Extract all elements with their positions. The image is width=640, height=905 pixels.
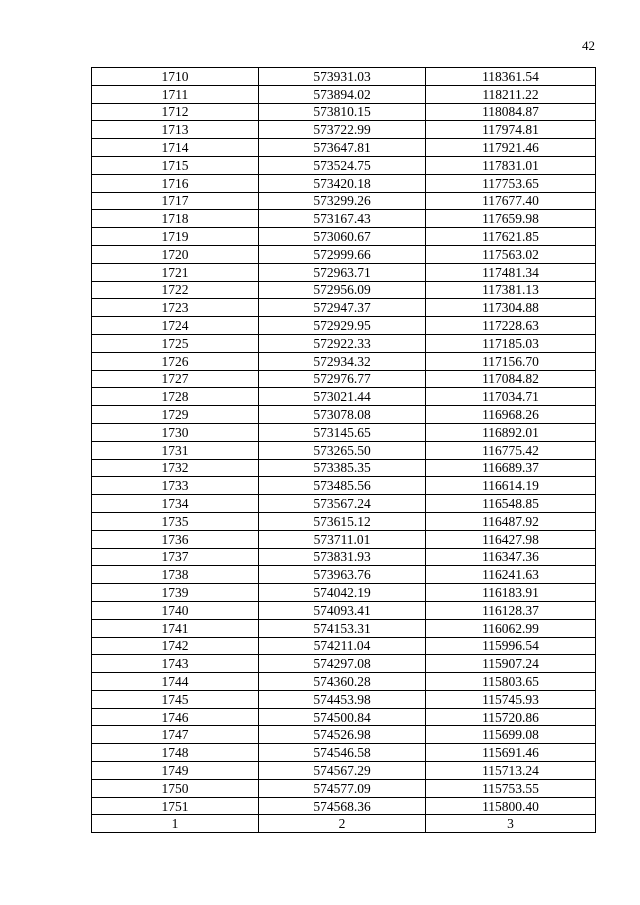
x-coordinate-cell: 574546.58: [259, 744, 426, 762]
point-number-cell: 1714: [92, 139, 259, 157]
y-coordinate-cell: 117831.01: [426, 156, 596, 174]
y-coordinate-cell: 117677.40: [426, 192, 596, 210]
x-coordinate-cell: 573299.26: [259, 192, 426, 210]
y-coordinate-cell: 117381.13: [426, 281, 596, 299]
point-number-cell: 1730: [92, 423, 259, 441]
y-coordinate-cell: 117563.02: [426, 245, 596, 263]
y-coordinate-cell: 116968.26: [426, 406, 596, 424]
x-coordinate-cell: 573021.44: [259, 388, 426, 406]
x-coordinate-cell: 572976.77: [259, 370, 426, 388]
y-coordinate-cell: 117304.88: [426, 299, 596, 317]
point-number-cell: 1738: [92, 566, 259, 584]
table-row: [92, 548, 596, 566]
x-coordinate-cell: 574577.09: [259, 779, 426, 797]
x-coordinate-cell: 574360.28: [259, 673, 426, 691]
x-coordinate-cell: 574567.29: [259, 762, 426, 780]
table-row: [92, 388, 596, 406]
table-row: [92, 673, 596, 691]
y-coordinate-cell: 116548.85: [426, 495, 596, 513]
y-coordinate-cell: 116487.92: [426, 512, 596, 530]
x-coordinate-cell: 574042.19: [259, 584, 426, 602]
y-coordinate-cell: 116241.63: [426, 566, 596, 584]
coordinates-table-body: [92, 68, 596, 833]
x-coordinate-cell: 573963.76: [259, 566, 426, 584]
y-coordinate-cell: 115699.08: [426, 726, 596, 744]
y-coordinate-cell: 116614.19: [426, 477, 596, 495]
point-number-cell: 1734: [92, 495, 259, 513]
table-row: [92, 655, 596, 673]
x-coordinate-cell: 574453.98: [259, 690, 426, 708]
x-coordinate-cell: 573385.35: [259, 459, 426, 477]
y-coordinate-cell: 116183.91: [426, 584, 596, 602]
point-number-cell: 1747: [92, 726, 259, 744]
x-coordinate-cell: 574297.08: [259, 655, 426, 673]
x-coordinate-cell: 573265.50: [259, 441, 426, 459]
point-number-cell: 1719: [92, 228, 259, 246]
y-coordinate-cell: 118361.54: [426, 68, 596, 86]
y-coordinate-cell: 116347.36: [426, 548, 596, 566]
x-coordinate-cell: 573524.75: [259, 156, 426, 174]
point-number-cell: 1717: [92, 192, 259, 210]
table-row: [92, 174, 596, 192]
point-number-cell: 1721: [92, 263, 259, 281]
point-number-cell: 1731: [92, 441, 259, 459]
x-coordinate-cell: 574153.31: [259, 619, 426, 637]
table-row: [92, 495, 596, 513]
table-row: [92, 68, 596, 86]
column-number-cell: 2: [259, 815, 426, 833]
table-row: [92, 121, 596, 139]
y-coordinate-cell: 117753.65: [426, 174, 596, 192]
table-row: [92, 281, 596, 299]
x-coordinate-cell: 573831.93: [259, 548, 426, 566]
table-row: [92, 441, 596, 459]
table-row: [92, 406, 596, 424]
table-row: [92, 566, 596, 584]
x-coordinate-cell: 574568.36: [259, 797, 426, 815]
point-number-cell: 1713: [92, 121, 259, 139]
point-number-cell: 1736: [92, 530, 259, 548]
point-number-cell: 1751: [92, 797, 259, 815]
table-row: [92, 156, 596, 174]
page-number: 42: [582, 38, 595, 53]
y-coordinate-cell: 116427.98: [426, 530, 596, 548]
x-coordinate-cell: 572922.33: [259, 334, 426, 352]
point-number-cell: 1749: [92, 762, 259, 780]
point-number-cell: 1718: [92, 210, 259, 228]
point-number-cell: 1710: [92, 68, 259, 86]
point-number-cell: 1741: [92, 619, 259, 637]
y-coordinate-cell: 118084.87: [426, 103, 596, 121]
point-number-cell: 1716: [92, 174, 259, 192]
point-number-cell: 1744: [92, 673, 259, 691]
y-coordinate-cell: 116775.42: [426, 441, 596, 459]
x-coordinate-cell: 572963.71: [259, 263, 426, 281]
table-row: [92, 210, 596, 228]
point-number-cell: 1727: [92, 370, 259, 388]
table-row: [92, 423, 596, 441]
x-coordinate-cell: 572934.32: [259, 352, 426, 370]
y-coordinate-cell: 116892.01: [426, 423, 596, 441]
point-number-cell: 1722: [92, 281, 259, 299]
y-coordinate-cell: 115800.40: [426, 797, 596, 815]
table-row: [92, 601, 596, 619]
x-coordinate-cell: 573931.03: [259, 68, 426, 86]
table-row: [92, 530, 596, 548]
point-number-cell: 1726: [92, 352, 259, 370]
y-coordinate-cell: 117228.63: [426, 317, 596, 335]
y-coordinate-cell: 117621.85: [426, 228, 596, 246]
y-coordinate-cell: 116689.37: [426, 459, 596, 477]
table-row: [92, 192, 596, 210]
x-coordinate-cell: 573567.24: [259, 495, 426, 513]
table-row: [92, 370, 596, 388]
table-row: [92, 334, 596, 352]
table-row: [92, 103, 596, 121]
point-number-cell: 1720: [92, 245, 259, 263]
table-row: [92, 744, 596, 762]
point-number-cell: 1735: [92, 512, 259, 530]
y-coordinate-cell: 116128.37: [426, 601, 596, 619]
x-coordinate-cell: 574526.98: [259, 726, 426, 744]
point-number-cell: 1743: [92, 655, 259, 673]
x-coordinate-cell: 573145.65: [259, 423, 426, 441]
table-row: [92, 317, 596, 335]
point-number-cell: 1723: [92, 299, 259, 317]
point-number-cell: 1729: [92, 406, 259, 424]
point-number-cell: 1712: [92, 103, 259, 121]
x-coordinate-cell: 572929.95: [259, 317, 426, 335]
point-number-cell: 1745: [92, 690, 259, 708]
table-row: [92, 690, 596, 708]
y-coordinate-cell: 115753.55: [426, 779, 596, 797]
x-coordinate-cell: 573647.81: [259, 139, 426, 157]
x-coordinate-cell: 572999.66: [259, 245, 426, 263]
y-coordinate-cell: 117034.71: [426, 388, 596, 406]
table-row: [92, 228, 596, 246]
x-coordinate-cell: 574211.04: [259, 637, 426, 655]
point-number-cell: 1711: [92, 85, 259, 103]
point-number-cell: 1746: [92, 708, 259, 726]
y-coordinate-cell: 117659.98: [426, 210, 596, 228]
table-row: [92, 762, 596, 780]
x-coordinate-cell: 573078.08: [259, 406, 426, 424]
column-number-row: [92, 815, 596, 833]
column-number-cell: 3: [426, 815, 596, 833]
point-number-cell: 1725: [92, 334, 259, 352]
y-coordinate-cell: 117921.46: [426, 139, 596, 157]
table-row: [92, 477, 596, 495]
y-coordinate-cell: 117156.70: [426, 352, 596, 370]
table-row: [92, 299, 596, 317]
table-row: [92, 245, 596, 263]
y-coordinate-cell: 115996.54: [426, 637, 596, 655]
y-coordinate-cell: 116062.99: [426, 619, 596, 637]
x-coordinate-cell: 573894.02: [259, 85, 426, 103]
y-coordinate-cell: 115691.46: [426, 744, 596, 762]
point-number-cell: 1750: [92, 779, 259, 797]
table-row: [92, 619, 596, 637]
y-coordinate-cell: 117481.34: [426, 263, 596, 281]
point-number-cell: 1740: [92, 601, 259, 619]
table-row: [92, 352, 596, 370]
y-coordinate-cell: 118211.22: [426, 85, 596, 103]
x-coordinate-cell: 574500.84: [259, 708, 426, 726]
y-coordinate-cell: 115713.24: [426, 762, 596, 780]
table-row: [92, 139, 596, 157]
table-row: [92, 708, 596, 726]
point-number-cell: 1748: [92, 744, 259, 762]
x-coordinate-cell: 573420.18: [259, 174, 426, 192]
y-coordinate-cell: 117974.81: [426, 121, 596, 139]
point-number-cell: 1728: [92, 388, 259, 406]
point-number-cell: 1742: [92, 637, 259, 655]
y-coordinate-cell: 115803.65: [426, 673, 596, 691]
table-row: [92, 512, 596, 530]
y-coordinate-cell: 117185.03: [426, 334, 596, 352]
point-number-cell: 1739: [92, 584, 259, 602]
point-number-cell: 1733: [92, 477, 259, 495]
x-coordinate-cell: 573060.67: [259, 228, 426, 246]
x-coordinate-cell: 573167.43: [259, 210, 426, 228]
x-coordinate-cell: 572956.09: [259, 281, 426, 299]
x-coordinate-cell: 573615.12: [259, 512, 426, 530]
y-coordinate-cell: 115720.86: [426, 708, 596, 726]
x-coordinate-cell: 573722.99: [259, 121, 426, 139]
coordinates-table: [91, 67, 596, 833]
table-row: [92, 637, 596, 655]
x-coordinate-cell: 574093.41: [259, 601, 426, 619]
y-coordinate-cell: 115745.93: [426, 690, 596, 708]
point-number-cell: 1724: [92, 317, 259, 335]
table-row: [92, 584, 596, 602]
x-coordinate-cell: 572947.37: [259, 299, 426, 317]
table-row: [92, 263, 596, 281]
table-row: [92, 726, 596, 744]
table-row: [92, 459, 596, 477]
y-coordinate-cell: 115907.24: [426, 655, 596, 673]
point-number-cell: 1732: [92, 459, 259, 477]
y-coordinate-cell: 117084.82: [426, 370, 596, 388]
x-coordinate-cell: 573810.15: [259, 103, 426, 121]
point-number-cell: 1737: [92, 548, 259, 566]
point-number-cell: 1715: [92, 156, 259, 174]
x-coordinate-cell: 573485.56: [259, 477, 426, 495]
table-row: [92, 85, 596, 103]
table-row: [92, 779, 596, 797]
x-coordinate-cell: 573711.01: [259, 530, 426, 548]
column-number-cell: 1: [92, 815, 259, 833]
table-row: [92, 797, 596, 815]
